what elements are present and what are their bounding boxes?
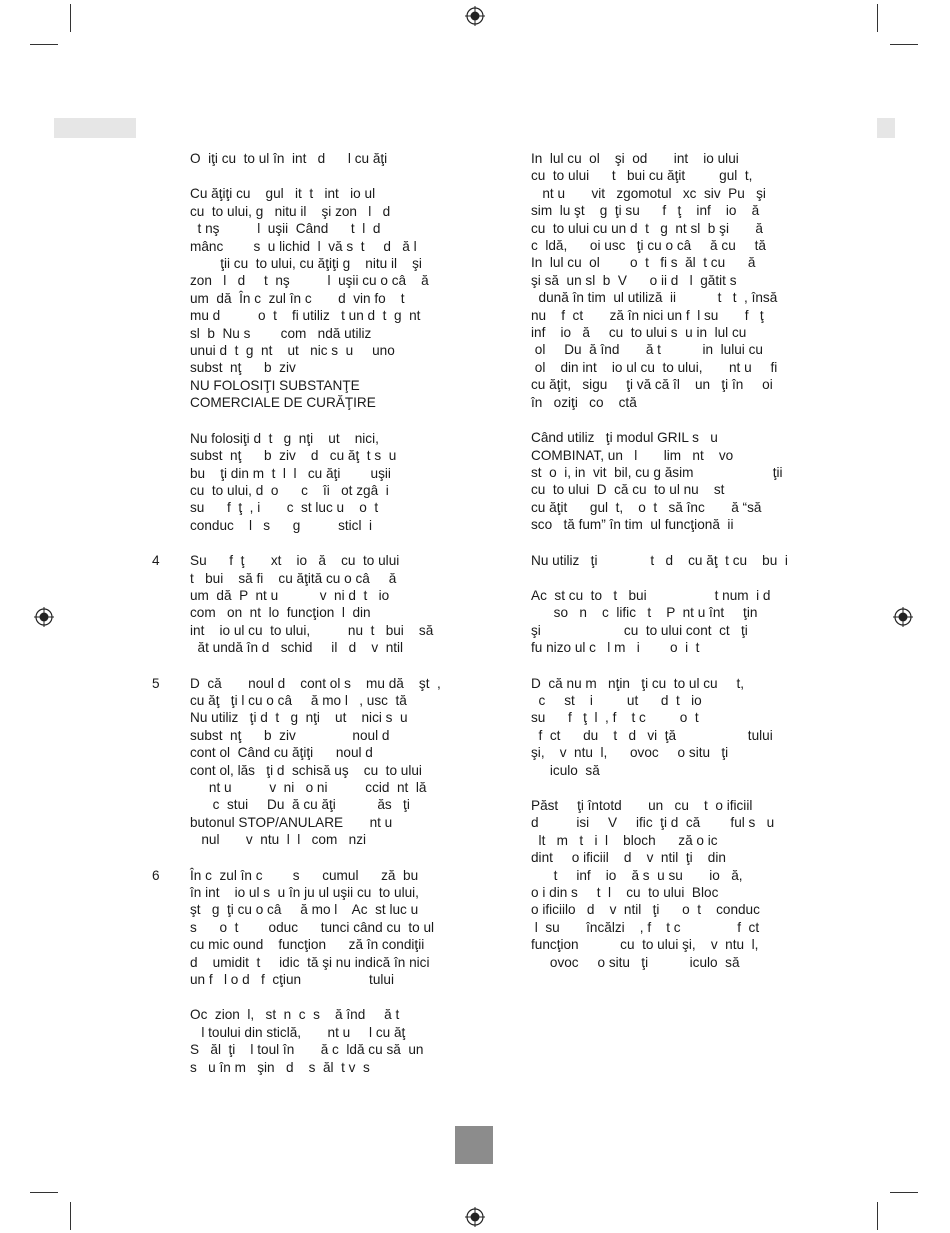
paragraph [531, 587, 831, 657]
paragraph [190, 430, 480, 534]
text-line: O iţi cu to ul în int d l cu ăţi [190, 151, 388, 166]
text-line: subst nţ b ziv [190, 360, 296, 376]
text-line: subst nţ b ziv d cu ăţ t s u [190, 448, 397, 464]
text-line: o i din s t l cu to ului Bloc [531, 885, 719, 901]
paragraph [531, 552, 831, 569]
text-line: sco tă fum” în tim ul funcţionă ii [531, 517, 734, 533]
registration-mark-icon [893, 607, 913, 627]
text-line: In lul cu ol o t fi s ăl t cu ă [531, 255, 756, 271]
text-line: st o i, in vit bil, cu g ăsim ţii [531, 464, 783, 480]
header-tab-right [877, 118, 895, 138]
paragraph [531, 150, 831, 411]
text-line: d umidit t idic tă şi nu indică în nici [190, 954, 430, 970]
text-line: cu mic ound funcţion ză în condiţii [190, 937, 425, 953]
text-line: d isi V ific ţi d că ful s u [531, 815, 775, 831]
paragraph [190, 150, 480, 167]
crop-mark-top-right-h [890, 44, 918, 45]
text-line: s o t oduc tunci când cu to ul [190, 919, 435, 935]
paragraph-number: 5 [152, 675, 160, 691]
paragraph [531, 429, 831, 533]
text-line: Oc zion l, st n c s ă înd ă t [190, 1007, 400, 1023]
crop-mark-bottom-right-h [890, 1192, 918, 1193]
crop-mark-top-left [70, 4, 71, 32]
text-line: um dă P nt u v ni d t io [190, 587, 390, 603]
registration-mark-icon [465, 1207, 485, 1227]
text-line: unui d t g nt ut nic s u uno [190, 343, 395, 359]
text-line: iculo să [531, 762, 600, 778]
text-line: int io ul cu to ului, nu t bui să [190, 622, 434, 638]
text-line: l su încălzi , f t c f ct [531, 919, 760, 935]
paragraph [152, 552, 480, 656]
text-line: c stui Du ă cu ăţi ăs ţi [190, 797, 410, 813]
text-line: bu ţi din m t l l cu ăţi uşii [190, 465, 391, 481]
text-line: su f ţ l , f t c o t [531, 710, 699, 726]
paragraph [190, 1006, 480, 1076]
text-line: nu f ct ză în nici un f l su f ţ [531, 307, 764, 323]
paragraph [152, 867, 480, 989]
text-line: um dă În c zul în c d vin fo t [190, 290, 405, 306]
text-line: Nu folosiţi d t g nţi ut nici, [190, 430, 379, 446]
text-line: ol Du ă înd ă t in lului cu [531, 342, 763, 358]
text-line: ţii cu to ului, cu ăţiţi g nitu il şi [190, 256, 422, 272]
text-line: Ac st cu to t bui t num i d [531, 587, 771, 603]
crop-mark-top-left-h [30, 44, 58, 45]
text-line: NU FOLOSIŢI SUBSTANŢE [190, 377, 360, 393]
crop-mark-bottom-left-h [30, 1192, 58, 1193]
text-line: şi să un sl b V o ii d l gătit s [531, 272, 737, 288]
text-line: cu to ului D că cu to ul nu st [531, 482, 725, 498]
text-line: în oziţi co ctă [531, 394, 637, 410]
text-line: COMBINAT, un l lim nt vo [531, 447, 734, 463]
text-line: COMERCIALE DE CURĂŢIRE [190, 395, 376, 411]
text-line: Nu utiliz ţi t d cu ăţ t cu bu i [531, 552, 788, 568]
text-line: nt u v ni o ni ccid nt lă [190, 780, 427, 795]
text-line: cu to ului cu un d t g nt sl b şi ă [531, 220, 763, 236]
text-line: t nş l uşii Când t l d [190, 221, 381, 237]
text-line: s u în m şin d s ăl t v s [190, 1059, 370, 1075]
text-line: c ldă, oi usc ţi cu o câ ă cu tă [531, 238, 766, 254]
text-line: com on nt lo funcţion l din [190, 605, 371, 621]
text-line: cu to ului t bui cu ăţit gul t, [531, 168, 753, 184]
text-line: cu ăţit, sigu ţi vă că îl un ţi în oi [531, 377, 773, 393]
crop-mark-bottom-left [70, 1202, 71, 1230]
crop-mark-bottom-right [877, 1202, 878, 1230]
crop-mark-top-right [877, 4, 878, 32]
text-line: cont ol Când cu ăţiţi noul d [190, 745, 373, 761]
text-line: zon l d t nş l uşii cu o câ ă [190, 273, 429, 289]
text-line: subst nţ b ziv noul d [190, 727, 390, 743]
text-line: cu to ului, d o c îi ot zgâ i [190, 482, 389, 498]
text-line: fu nizo ul c l m i o i t [531, 640, 700, 656]
header-tab-left [54, 118, 136, 138]
text-line: cu to ului, g nitu il şi zon l d [190, 203, 391, 219]
text-line: t bui să fi cu ăţită cu o câ ă [190, 570, 397, 586]
text-line: sim lu şt g ţi su f ţ inf io ă [531, 203, 760, 219]
paragraph [531, 797, 831, 971]
paragraph [152, 675, 480, 849]
text-line: Când utiliz ţi modul GRIL s u [531, 430, 718, 446]
text-line: su f ţ , i c st luc u o t [190, 500, 379, 516]
text-line: o ificiilo d v ntil ţi o t conduc [531, 902, 760, 918]
registration-mark-icon [34, 607, 54, 627]
paragraph-number: 6 [152, 867, 160, 883]
text-line: şi cu to ului cont ct ţi [531, 622, 748, 638]
text-line: inf io ă cu to ului s u in lul cu [531, 325, 747, 341]
text-line: D că noul d cont ol s mu dă şt , [190, 675, 441, 691]
text-line: Su f ţ xt io ă cu to ului [190, 553, 400, 569]
page-number-box [455, 1126, 493, 1164]
right-column [531, 150, 831, 989]
text-line: un f l o d f cţiun tului [190, 972, 394, 988]
text-line: dună în tim ul utiliză ii t t , însă [531, 290, 778, 306]
text-line: conduc l s g sticl i [190, 517, 373, 533]
text-line: cu ăţ ţi l cu o câ ă mo l , usc tă [190, 692, 407, 708]
text-line: nul v ntu l l com nzi [190, 832, 367, 848]
text-line: c st i ut d t io [531, 692, 702, 708]
text-line: funcţion cu to ului şi, v ntu l, [531, 937, 759, 953]
text-line: dint o ificiil d v ntil ţi din [531, 850, 726, 866]
text-line: Nu utiliz ţi d t g nţi ut nici s u [190, 710, 408, 726]
text-line: S ăl ţi l toul în ă c ldă cu să un [190, 1042, 424, 1058]
text-line: Păst ţi întotd un cu t o ificiil [531, 798, 753, 813]
text-line: mânc s u lichid l vă s t d ă l [190, 238, 417, 254]
text-line: în int io ul s u în ju ul uşii cu to ului, [190, 885, 419, 901]
text-line: In lul cu ol şi od int io ului [531, 151, 739, 166]
text-line: lt m t i l bloch ză o ic [531, 832, 718, 848]
paragraph [531, 675, 831, 779]
text-line: butonul STOP/ANULARE nt u [190, 814, 393, 830]
text-line: Cu ăţiţi cu gul it t int io ul [190, 186, 376, 202]
paragraph [190, 185, 480, 411]
text-line: nt u vit zgomotul xc siv Pu şi [531, 185, 766, 201]
paragraph-number: 4 [152, 553, 160, 569]
text-line: şi, v ntu l, ovoc o situ ţi [531, 745, 729, 761]
text-line: ăt undă în d schid il d v ntil [190, 640, 404, 656]
left-column [152, 150, 480, 1094]
registration-mark-icon [465, 6, 485, 26]
text-line: cont ol, lăs ţi d schisă uş cu to ului [190, 762, 422, 778]
text-line: so n c lific t P nt u înt ţin [531, 605, 758, 621]
text-line: În c zul în c s cumul ză bu [190, 867, 419, 883]
text-line: ol din int io ul cu to ului, nt u fi [531, 359, 778, 375]
text-line: D că nu m nţin ţi cu to ul cu t, [531, 675, 745, 691]
text-line: t inf io ă s u su io ă, [531, 867, 743, 883]
text-line: mu d o t fi utiliz t un d t g nt [190, 308, 421, 324]
text-line: sl b Nu s com ndă utiliz [190, 325, 372, 341]
text-line: l toului din sticlă, nt u l cu ăţ [190, 1024, 406, 1040]
text-line: ovoc o situ ţi iculo să [531, 954, 740, 970]
text-line: f ct du t d vi ţă tului [531, 727, 773, 743]
text-line: cu ăţit gul t, o t să înc ă “să [531, 499, 762, 515]
text-line: şt g ţi cu o câ ă mo l Ac st luc u [190, 902, 419, 918]
